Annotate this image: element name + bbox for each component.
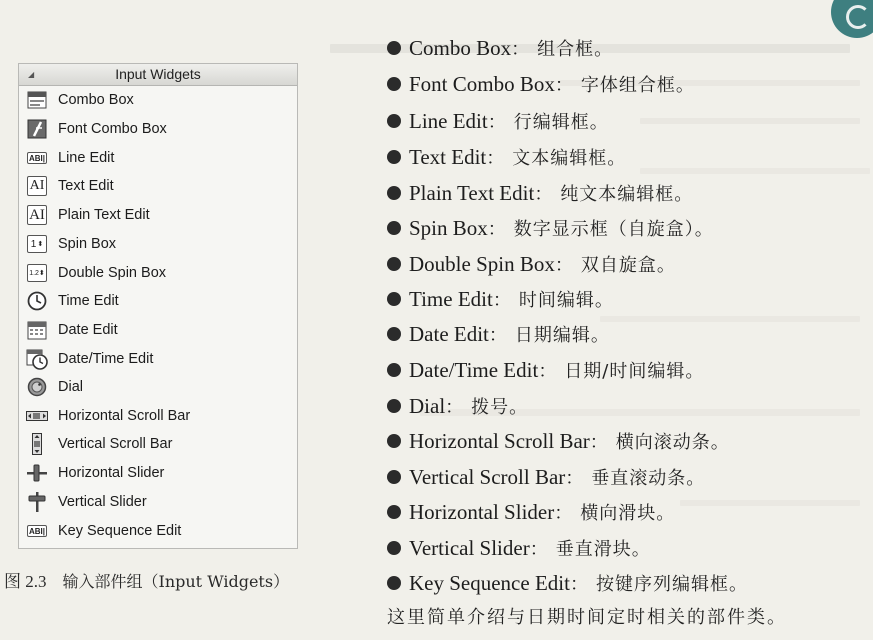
list-item: Text Edit ： 文本编辑框。 bbox=[387, 142, 626, 172]
dial-icon bbox=[26, 376, 48, 398]
figure-caption: 图 2.3 输入部件组（Input Widgets） bbox=[4, 572, 290, 591]
widget-item-font-combo-box[interactable]: Font Combo Box bbox=[26, 116, 294, 142]
combo-box-icon bbox=[26, 89, 48, 111]
plain-text-edit-icon: AI bbox=[26, 204, 48, 226]
bullet-icon bbox=[387, 114, 401, 128]
bullet-icon bbox=[387, 541, 401, 555]
bullet-icon bbox=[387, 41, 401, 55]
spin-box-icon: 1 ⬍ bbox=[26, 233, 48, 255]
bullet-icon bbox=[387, 434, 401, 448]
horizontal-scroll-bar-icon bbox=[26, 405, 48, 427]
list-item: Vertical Slider ： 垂直滑块。 bbox=[387, 533, 651, 563]
widget-item-horizontal-slider[interactable]: Horizontal Slider bbox=[26, 460, 294, 486]
list-item: Date/Time Edit ： 日期/时间编辑。 bbox=[387, 355, 704, 385]
calendar-clock-icon bbox=[26, 348, 48, 370]
widget-item-text-edit[interactable]: AI Text Edit bbox=[26, 173, 294, 199]
panel-title: Input Widgets bbox=[115, 66, 201, 82]
widget-item-vertical-scroll-bar[interactable]: Vertical Scroll Bar bbox=[26, 431, 294, 457]
list-item: Key Sequence Edit ： 按键序列编辑框。 bbox=[387, 568, 748, 598]
vertical-scroll-bar-icon bbox=[26, 433, 48, 455]
line-edit-icon: ABI| bbox=[28, 153, 45, 163]
list-item: Line Edit ： 行编辑框。 bbox=[387, 106, 609, 136]
bullet-icon bbox=[387, 150, 401, 164]
widget-item-double-spin-box[interactable]: 1.2 ⬍ Double Spin Box bbox=[26, 260, 294, 286]
list-item: Spin Box ： 数字显示框（自旋盒）。 bbox=[387, 213, 714, 243]
list-item: Dial ： 拨号。 bbox=[387, 391, 528, 421]
vertical-slider-icon bbox=[26, 491, 48, 513]
widget-item-spin-box[interactable]: 1 ⬍ Spin Box bbox=[26, 231, 294, 257]
horizontal-slider-icon bbox=[26, 462, 48, 484]
input-widgets-panel bbox=[18, 63, 298, 549]
closing-paragraph: 这里简单介绍与日期时间定时相关的部件类。 bbox=[387, 607, 787, 628]
bullet-icon bbox=[387, 327, 401, 341]
list-item: Time Edit ： 时间编辑。 bbox=[387, 284, 614, 314]
clock-icon bbox=[26, 290, 48, 312]
calendar-icon bbox=[26, 319, 48, 341]
double-spin-box-icon: 1.2 ⬍ bbox=[26, 262, 48, 284]
text-edit-icon: AI bbox=[26, 175, 48, 197]
list-item: Combo Box ： 组合框。 bbox=[387, 33, 613, 63]
bullet-icon bbox=[387, 186, 401, 200]
widget-item-vertical-slider[interactable]: Vertical Slider bbox=[26, 489, 294, 515]
list-item: Double Spin Box ： 双自旋盒。 bbox=[387, 249, 676, 279]
bullet-icon bbox=[387, 292, 401, 306]
widget-item-line-edit[interactable]: ABI| Line Edit bbox=[26, 145, 294, 171]
widget-item-key-sequence-edit[interactable]: ABI| Key Sequence Edit bbox=[26, 518, 294, 544]
list-item: Horizontal Scroll Bar ： 横向滚动条。 bbox=[387, 426, 730, 456]
bullet-icon bbox=[387, 221, 401, 235]
widget-item-plain-text-edit[interactable]: AI Plain Text Edit bbox=[26, 202, 294, 228]
panel-header[interactable] bbox=[19, 64, 297, 86]
widget-item-date-edit[interactable]: Date Edit bbox=[26, 317, 294, 343]
corner-logo-icon bbox=[831, 0, 873, 38]
bullet-icon bbox=[387, 77, 401, 91]
widget-item-time-edit[interactable]: Time Edit bbox=[26, 288, 294, 314]
key-sequence-edit-icon: ABI| bbox=[28, 526, 45, 536]
font-combo-box-icon bbox=[26, 118, 48, 140]
bullet-icon bbox=[387, 576, 401, 590]
bullet-icon bbox=[387, 363, 401, 377]
list-item: Horizontal Slider ： 横向滑块。 bbox=[387, 497, 675, 527]
list-item: Plain Text Edit ： 纯文本编辑框。 bbox=[387, 178, 693, 208]
bullet-icon bbox=[387, 470, 401, 484]
widget-item-combo-box[interactable]: Combo Box bbox=[26, 87, 294, 113]
widget-item-horizontal-scroll-bar[interactable]: Horizontal Scroll Bar bbox=[26, 403, 294, 429]
bullet-icon bbox=[387, 257, 401, 271]
bullet-icon bbox=[387, 505, 401, 519]
bullet-icon bbox=[387, 399, 401, 413]
collapse-arrow-icon[interactable]: ◢ bbox=[28, 70, 35, 79]
list-item: Date Edit ： 日期编辑。 bbox=[387, 319, 610, 349]
widget-item-date-time-edit[interactable]: Date/Time Edit bbox=[26, 346, 294, 372]
list-item: Vertical Scroll Bar ： 垂直滚动条。 bbox=[387, 462, 705, 492]
widget-item-dial[interactable]: Dial bbox=[26, 374, 294, 400]
list-item: Font Combo Box ： 字体组合框。 bbox=[387, 69, 695, 99]
